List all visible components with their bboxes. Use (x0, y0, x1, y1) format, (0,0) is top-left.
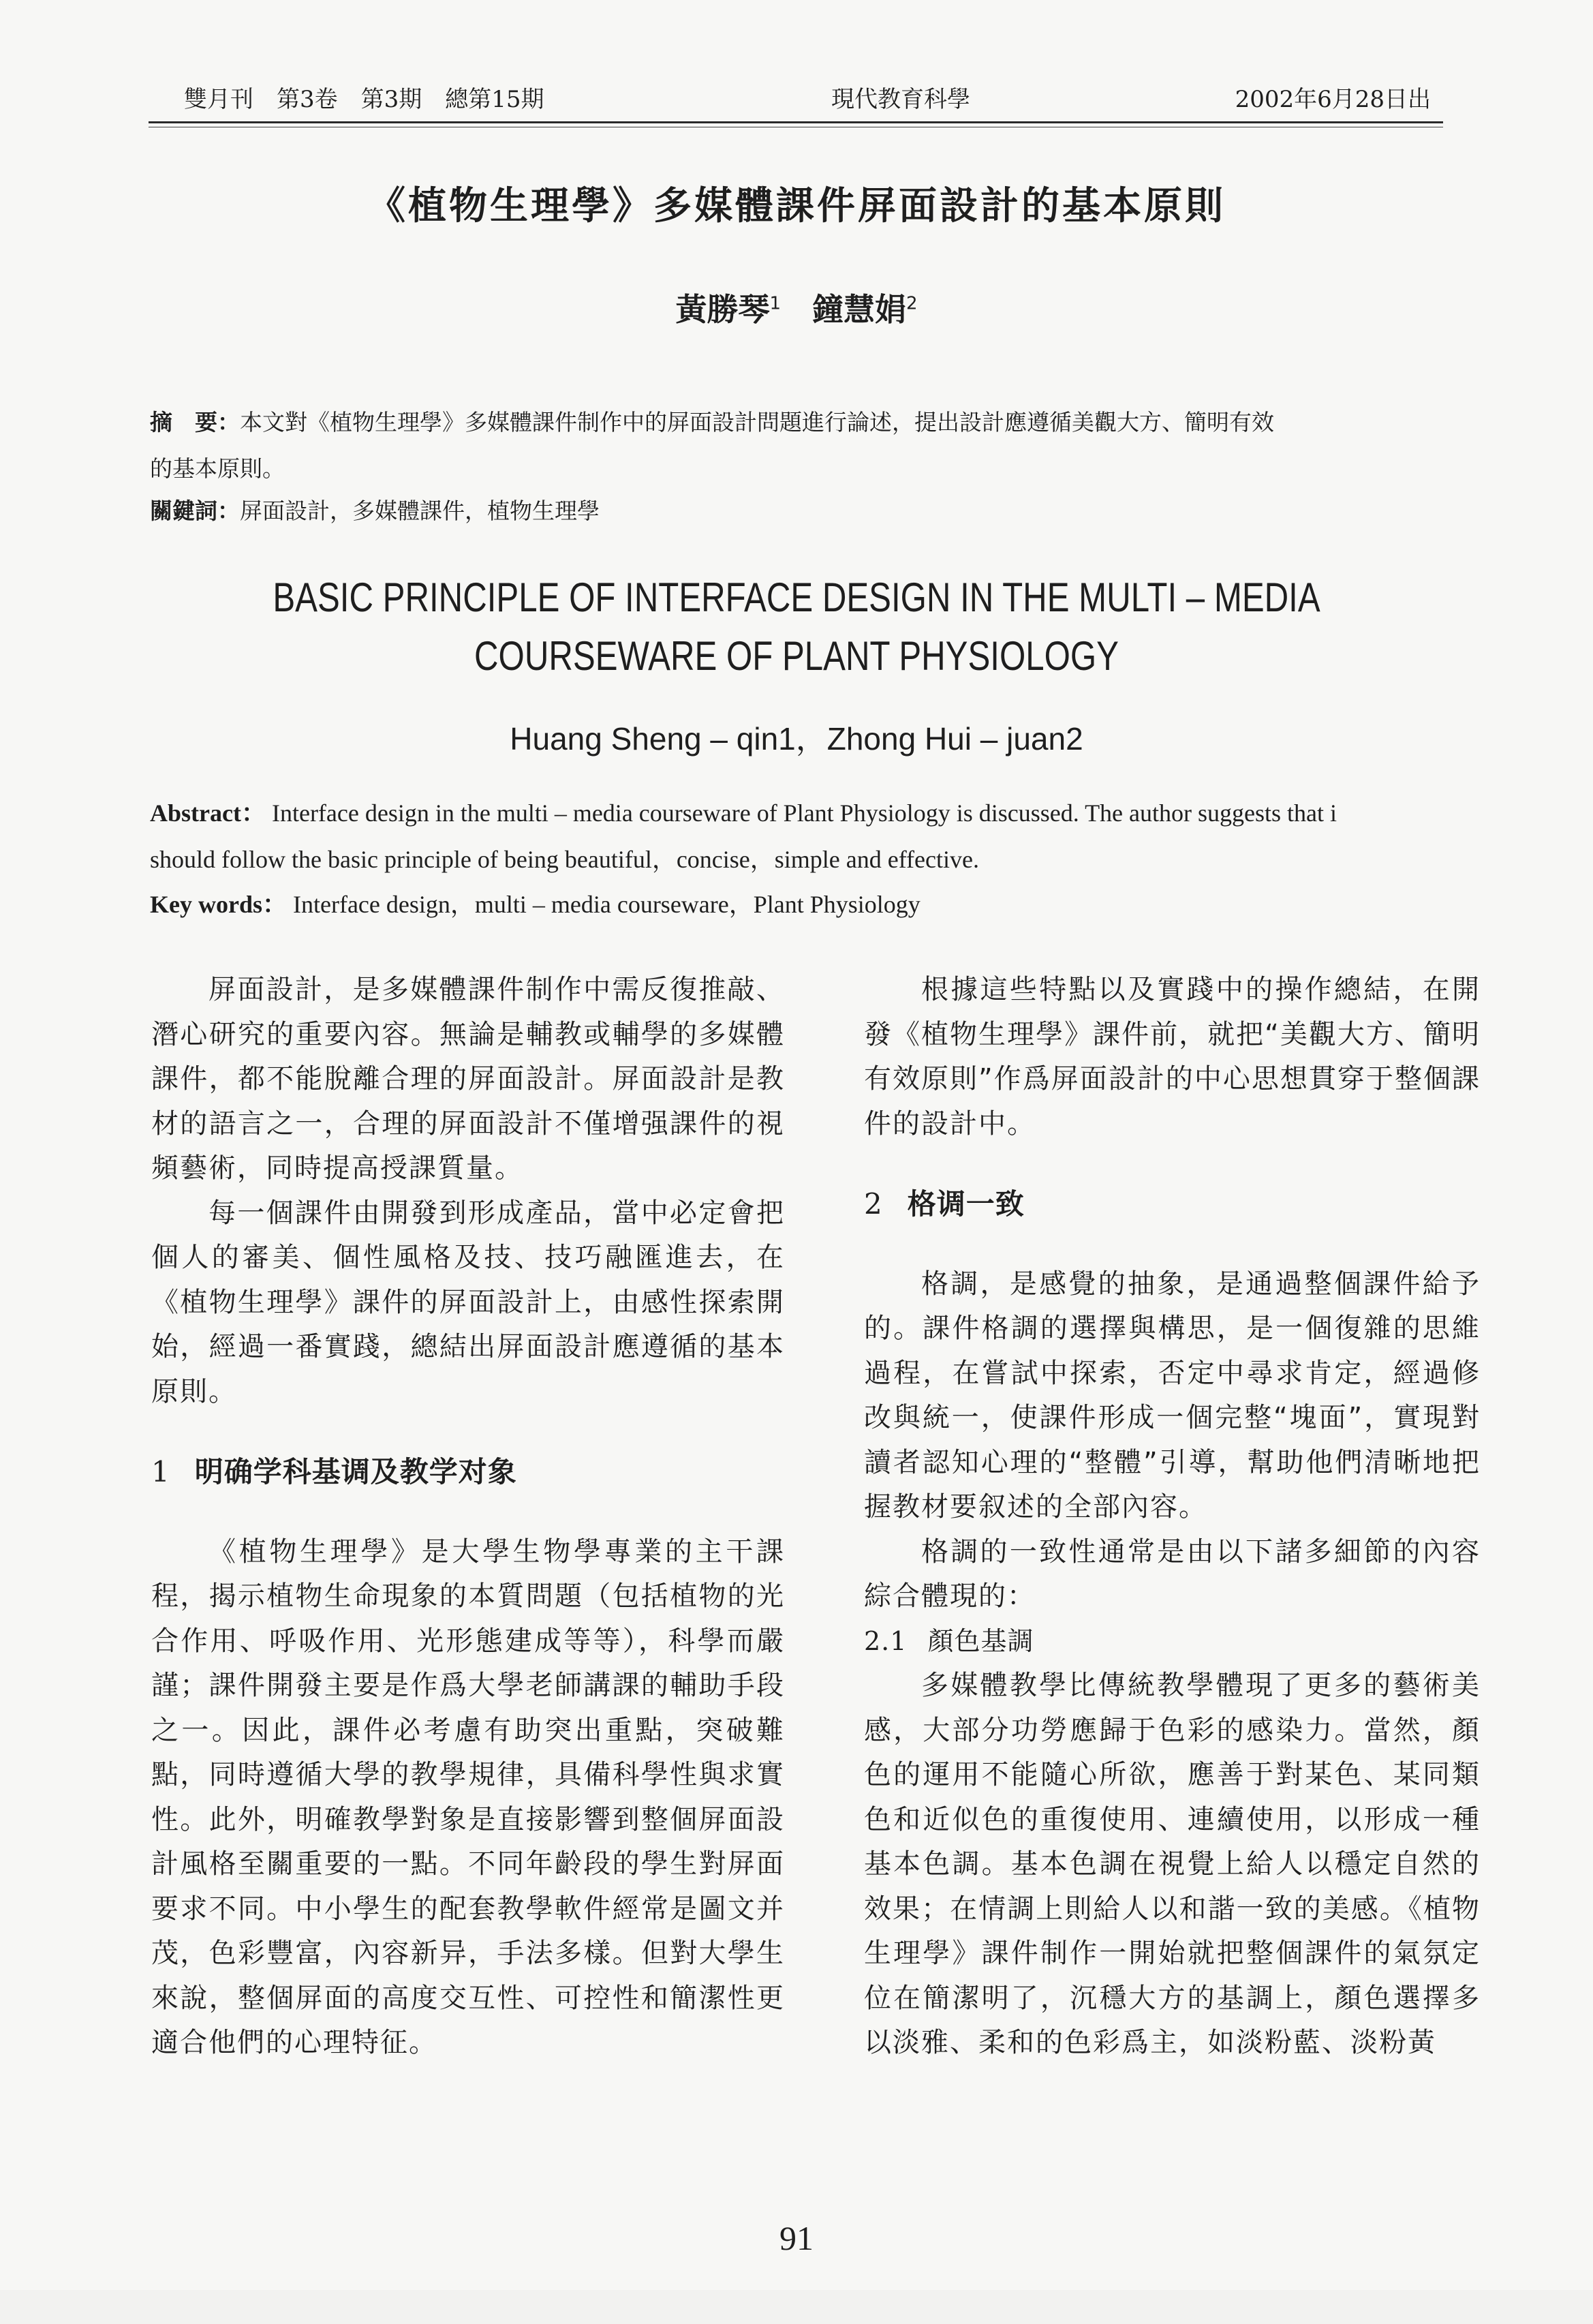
right-paragraph-2: 格調，是感覺的抽象，是通過整個課件給予的。課件格調的選擇與構思，是一個復雜的思維過程，在嘗試中探索，否定中尋求肯定，經過修改與統一，使課件形成一個完整“塊面”，實現對讀者認知心理的“整體”引導，幫助他們清晰地把握教材要叙述的全部內容。 (864, 1268, 1481, 1523)
keywords-zh-label: 關鍵詞： (150, 498, 240, 524)
english-title-line2: COURSEWARE OF PLANT PHYSIOLOGY (474, 633, 1119, 679)
keywords-en-label: Key words： (150, 891, 287, 918)
abstract-en-label: Abstract： (150, 799, 266, 827)
section-1-title: 明确学科基调及教学对象 (194, 1455, 517, 1488)
keywords-zh (150, 492, 1485, 530)
header-rule (149, 121, 1443, 123)
author-2: 鐘慧娟 (812, 291, 906, 328)
keywords-en-text: Interface design，multi – media courseware，Plant Physiology (293, 891, 921, 918)
left-paragraph-1: 屏面設計，是多媒體課件制作中需反復推敲、潛心研究的重要內容。無論是輔教或輔學的多媒體課件，都不能脫離合理的屏面設計。屏面設計是教材的語言之一，合理的屏面設計不僅增强課件的視頻藝術，同時提高授課質量。 (151, 974, 785, 1184)
header-issue-info: 雙月刊 第3卷 第3期 總第15期 (184, 86, 544, 113)
author-line (0, 285, 1593, 330)
scan-margin (0, 2290, 1593, 2324)
author-2-affiliation: 2 (906, 293, 918, 314)
author-1-affiliation: 1 (769, 293, 781, 314)
abstract-en-line1: Interface design in the multi – media courseware of Plant Physiology is discussed. The author suggests that i (271, 799, 1337, 827)
keywords-en (150, 883, 1485, 926)
section-2-title: 格调一致 (907, 1187, 1025, 1221)
right-paragraph-4: 多媒體教學比傳統教學體現了更多的藝術美感，大部分功勞應歸于色彩的感染力。當然，顏色的運用不能隨心所欲，應善于對某色、某同類色和近似色的重復使用、連續使用，以形成一種基本色調。基本色調在視覺上給人以穩定自然的效果；在情調上則給人以和諧一致的美感。《植物生理學》課件制作一開始就把整個課件的氣氛定位在簡潔明了，沉穩大方的基調上，顏色選擇多以淡雅、柔和的色彩爲主，如淡粉藍、淡粉黃 (864, 1670, 1481, 2058)
abstract-zh-cont (150, 450, 1485, 488)
author-1: 黃勝琴 (675, 291, 770, 328)
right-column (864, 968, 1481, 2066)
right-paragraph-3: 格調的一致性通常是由以下諸多細節的內容綜合體現的： (864, 1535, 1481, 1612)
keywords-zh-text: 屏面設計，多媒體課件，植物生理學 (240, 498, 600, 524)
abstract-en-cont (150, 838, 1485, 881)
subsection-2-1-title: 顏色基調 (927, 1625, 1034, 1656)
header-journal-name: 現代教育科學 (831, 86, 970, 113)
abstract-en (150, 792, 1485, 834)
section-1-number: 1 (151, 1455, 170, 1488)
left-paragraph-2: 每一個課件由開發到形成產品，當中必定會把個人的審美、個性風格及技、技巧融匯進去，在《植物生理學》課件的屏面設計上，由感性探索開始，經過一番實踐，總結出屏面設計應遵循的基本原則。 (151, 1197, 785, 1407)
right-paragraph-1: 根據這些特點以及實踐中的操作總結，在開發《植物生理學》課件前，就把“美觀大方、簡明有效原則”作爲屏面設計的中心思想貫穿于整個課件的設計中。 (864, 974, 1481, 1140)
abstract-zh-line1: 本文對《植物生理學》多媒體課件制作中的屏面設計問題進行論述，提出設計應遵循美觀大方、簡明有效 (240, 409, 1274, 435)
english-authors: Huang Sheng – qin1，Zhong Hui – juan2 (510, 721, 1083, 756)
running-header (143, 74, 1444, 114)
abstract-en-line2: should follow the basic principle of being beautiful，concise，simple and effective. (150, 846, 979, 873)
paper-title: 《植物生理學》多媒體課件屏面設計的基本原則 (367, 184, 1226, 228)
section-heading-2 (864, 1182, 1481, 1227)
left-column (151, 968, 785, 2066)
page-number: 91 (779, 2219, 814, 2257)
abstract-zh-line2: 的基本原則。 (150, 455, 285, 482)
left-paragraph-3: 《植物生理學》是大學生物學專業的主干課程，揭示植物生命現象的本質問題（包括植物的光合作用、呼吸作用、光形態建成等等），科學而嚴謹；課件開發主要是作爲大學老師講課的輔助手段之一。因此，課件必考慮有助突出重點，突破難點，同時遵循大學的教學規律，具備科學性與求實性。此外，明確教學對象是直接影響到整個屏面設計風格至關重要的一點。不同年齡段的學生對屏面要求不同。中小學生的配套教學軟件經常是圖文并茂，色彩豐富，內容新异，手法多樣。但對大學生來說，整個屏面的高度交互性、可控性和簡潔性更適合他們的心理特征。 (151, 1535, 785, 2058)
header-date: 2002年6月28日出 (1235, 86, 1431, 113)
english-title-line1: BASIC PRINCIPLE OF INTERFACE DESIGN IN THE MULTI – MEDIA (273, 575, 1320, 620)
abstract-zh-label: 摘 要： (150, 409, 240, 435)
section-heading-1 (151, 1450, 785, 1495)
abstract-zh (150, 403, 1485, 442)
section-2-number: 2 (864, 1187, 883, 1221)
subsection-heading-2-1 (864, 1619, 1481, 1664)
subsection-2-1-number: 2.1 (864, 1625, 908, 1656)
